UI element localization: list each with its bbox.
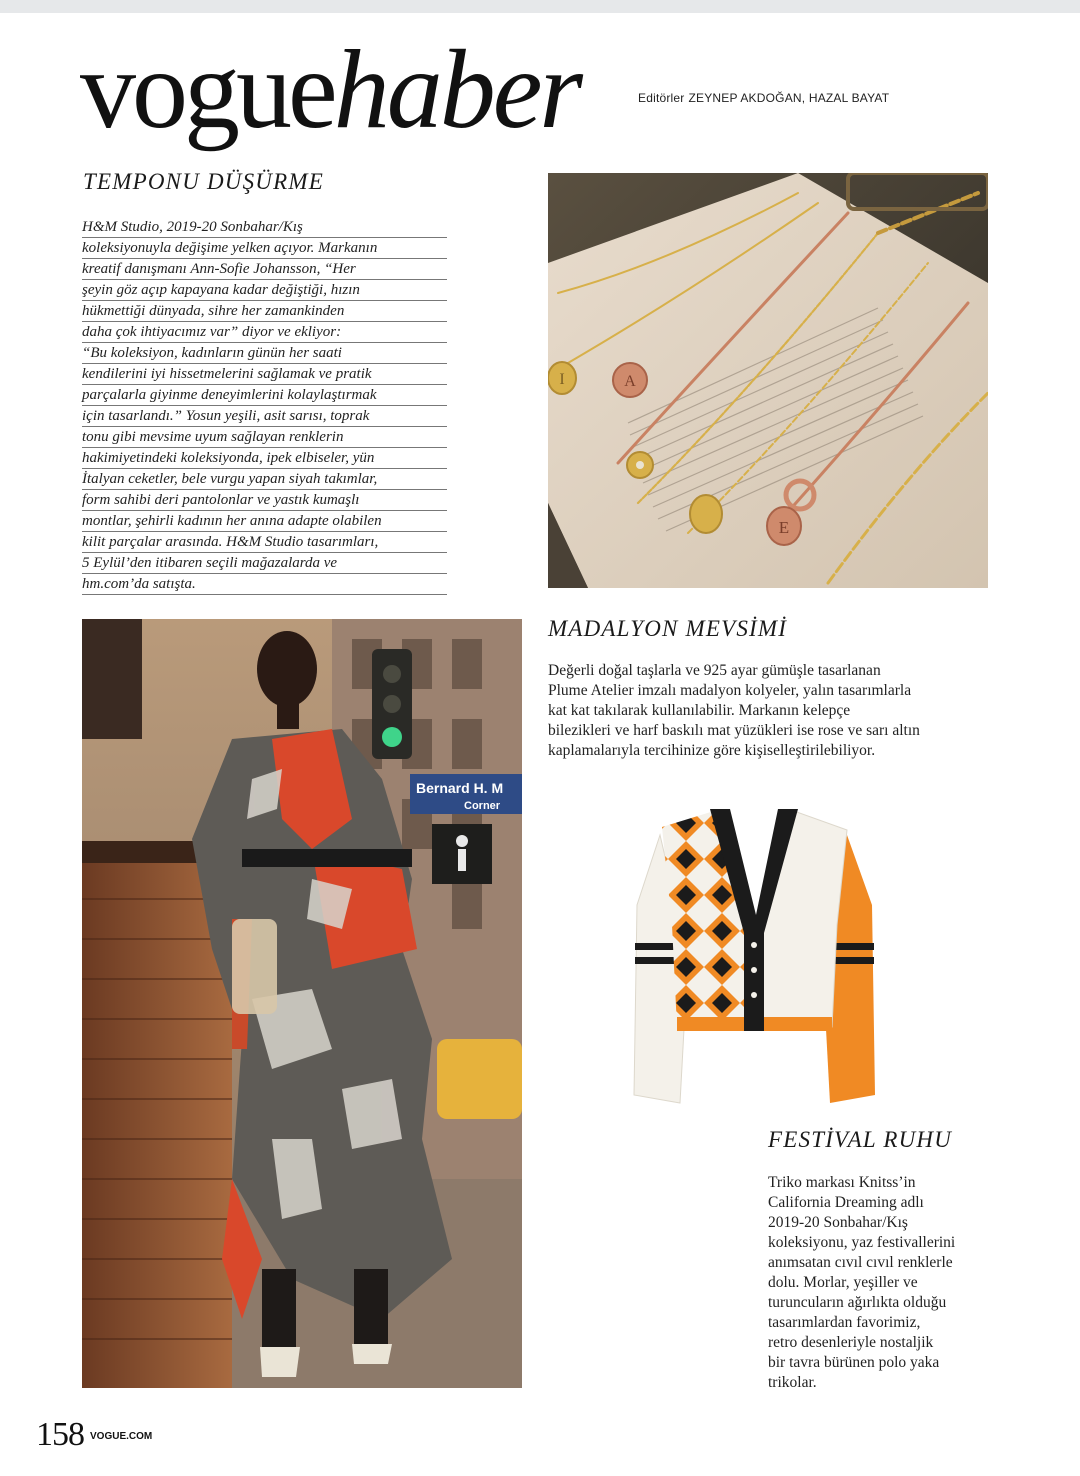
text-line: bir tavra bürünen polo yaka (768, 1354, 940, 1371)
text-line: şeyin göz açıp kapayana kadar değiştiği, hızın (82, 280, 447, 301)
text-line: Plume Atelier imzalı madalyon kolyeler, yalın tasarımlarla (548, 682, 912, 699)
text-line: montlar, şehirli kadının her anına adapte olabilen (82, 511, 447, 532)
text-line: bilezikleri ve harf baskılı mat yüzükleri ise rose ve sarı altın (548, 722, 920, 739)
text-line: “Bu koleksiyon, kadınların günün her saati (82, 343, 447, 364)
text-line: Triko markası Knitss’in (768, 1174, 916, 1191)
text-line: kendilerini iyi hissetmelerini sağlamak ve pratik (82, 364, 447, 385)
street-sign-line2: Corner (464, 800, 501, 812)
pendant-letter: E (778, 518, 790, 537)
editors-credit (638, 91, 889, 105)
street-fashion-illustration (82, 619, 522, 1388)
text-line: kat kat takılarak kullanılabilir. Markanın kelepçe (548, 702, 851, 719)
text-line: tasarımlardan favorimiz, (768, 1314, 921, 1331)
editors-label: Editörler (638, 91, 685, 105)
text-line: koleksiyonu, yaz festivallerini (768, 1234, 956, 1251)
text-line: form sahibi deri pantolonlar ve yastık kumaşlı (82, 490, 447, 511)
masthead (80, 20, 580, 160)
editors-names: ZEYNEP AKDOĞAN, HAZAL BAYAT (688, 91, 890, 105)
text-line: anımsatan cıvıl cıvıl renklerle (768, 1254, 953, 1271)
text-line: 2019-20 Sonbahar/Kış (768, 1214, 908, 1231)
pendant-letter: I (559, 371, 565, 388)
masthead-section: haber (333, 28, 581, 152)
text-line: Değerli doğal taşlarla ve 925 ayar gümüşle tasarlanan (548, 662, 881, 679)
text-line: kreatif danışmanı Ann-Sofie Johansson, “Her (82, 259, 447, 280)
top-status-bar (0, 0, 1080, 13)
text-line: parçalarla giyinme deneyimlerini kolaylaştırmak (82, 385, 447, 406)
festival-title: FESTİVAL RUHU (768, 1127, 953, 1152)
masthead-brand: vogue (80, 28, 334, 152)
text-line: hükmettiği dünyada, sihre her zamankinden (82, 301, 447, 322)
madalyon-body (548, 661, 920, 761)
madalyon-title: MADALYON MEVSİMİ (548, 616, 788, 641)
text-line: dolu. Morlar, yeşiller ve (768, 1274, 918, 1291)
site-url: VOGUE.COM (90, 1431, 153, 1442)
text-line: H&M Studio, 2019-20 Sonbahar/Kış (82, 217, 447, 238)
text-line: hakimiyetindeki koleksiyonda, ipek elbiseler, yün (82, 448, 447, 469)
text-line: İtalyan ceketler, bele vurgu yapan siyah takımlar, (82, 469, 447, 490)
text-line: California Dreaming adlı (768, 1194, 924, 1211)
temponu-title: TEMPONU DÜŞÜRME (83, 169, 324, 194)
page-folio (36, 1416, 152, 1454)
page-number: 158 (36, 1416, 84, 1453)
text-line: kilit parçalar arasında. H&M Studio tasarımları, (82, 532, 447, 553)
street-sign-line1: Bernard H. M (416, 780, 504, 796)
text-line: tonu gibi mevsime uyum sağlayan renklerin (82, 427, 447, 448)
festival-body (768, 1173, 955, 1393)
necklace-photo (548, 173, 988, 588)
text-line: kaplamalarıyla tercihinize göre kişiselleştirilebiliyor. (548, 742, 876, 759)
cardigan-photo (632, 805, 877, 1110)
text-line: turuncuların ağırlıkta olduğu (768, 1294, 947, 1311)
text-line: hm.com’da satışta. (82, 574, 447, 595)
text-line: trikolar. (768, 1374, 817, 1391)
text-line: daha çok ihtiyacımız var” diyor ve ekliyor: (82, 322, 447, 343)
pendant-letter: A (624, 373, 636, 390)
necklace-illustration (548, 173, 988, 588)
street-fashion-photo (82, 619, 522, 1388)
text-line: 5 Eylül’den itibaren seçili mağazalarda ve (82, 553, 447, 574)
text-line: koleksiyonuyla değişime yelken açıyor. Markanın (82, 238, 447, 259)
text-line: için tasarlandı.” Yosun yeşili, asit sarısı, toprak (82, 406, 447, 427)
text-line: retro desenleriyle nostaljik (768, 1334, 934, 1351)
temponu-body (82, 217, 447, 595)
cardigan-illustration (632, 805, 877, 1110)
